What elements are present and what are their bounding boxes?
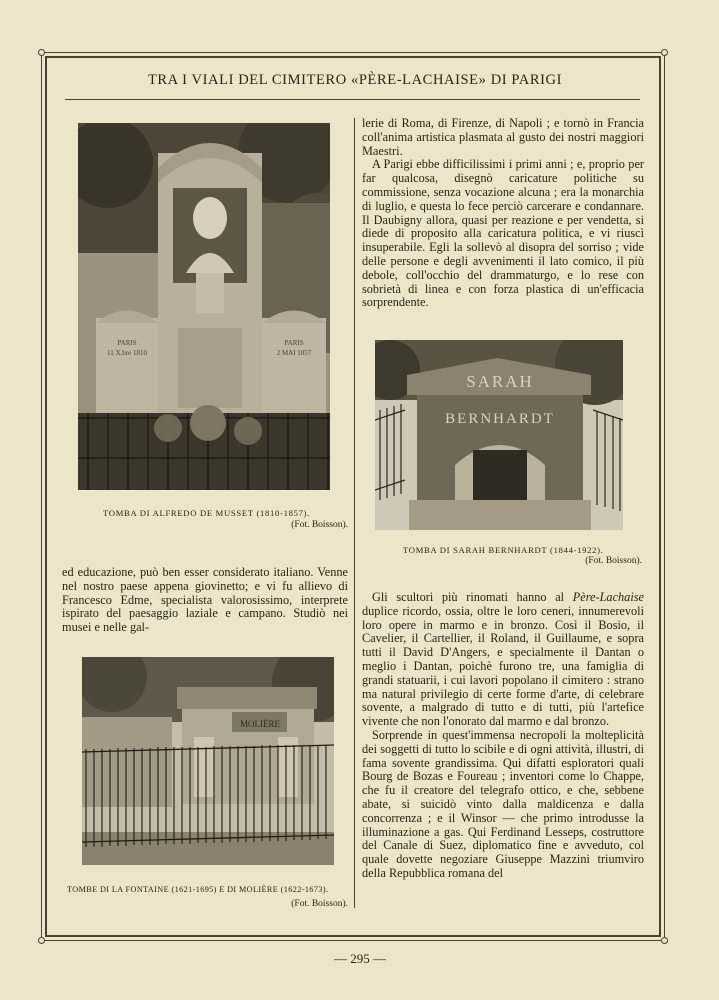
page-number: — 295 —: [334, 951, 386, 966]
paragraph: A Parigi ebbe difficilissimi i primi anni ; e, proprio per far qualcosa, disegnò caricature politiche su commissione, senza vocazione alcuna ; era la monarchia di luglio, e questa lo fece perciò carcerare e condannare. Il Daubigny allora, quasi per reazione e per vendetta, si diede di proposito alla caricatura politica, e vi riuscì insuperabile. Egli la sollevò al disopra del sorriso ; vide delle persone e degli avvenimenti il lato comico, il più debole, coll'occhio del drammaturgo, e lo rese con sobrietà di linea e con forza plastica di un'efficacia sorprendente.: [362, 157, 644, 310]
caption-bernhardt: TOMBA DI SARAH BERNHARDT (1844-1922).: [403, 545, 604, 555]
svg-text:BERNHARDT: BERNHARDT: [445, 411, 555, 427]
caption-musset: TOMBA DI ALFREDO DE MUSSET (1810-1857).: [103, 508, 310, 518]
credit-bernhardt: (Fot. Boisson).: [585, 556, 642, 566]
svg-text:MOLIÈRE: MOLIÈRE: [240, 719, 280, 729]
credit-musset: (Fot. Boisson).: [291, 520, 348, 530]
credit-fontaine-moliere: (Fot. Boisson).: [291, 899, 348, 909]
paragraph: Gli scultori più rinomati hanno al Père-Lachaise duplice ricordo, ossia, oltre le loro ceneri, innumerevoli loro opere in marmo e in bronzo. Così il Bosio, il Cavelier, il Cartellier, il Roland, il Guillaume, e sopra tutti il David D'Angers, e specialmente il Dantan o meglio i Dantan, poichè furono tre, una famiglia di grandi statuarii, i cui lavori popolano il cimitero : strano ma natural privilegio di certe forme d'arte, di celebrare sovente, a malgrado di tutto e di tutti, più l'artefice vivente che non l'onorato dal marmo e dal bronzo.: [362, 590, 644, 729]
header-rule: [65, 99, 640, 100]
photo-bernhardt-tomb: [375, 340, 623, 530]
column-divider: [354, 118, 355, 908]
text-right-bottom: [362, 591, 644, 881]
photo-fontaine-moliere-tombs: [82, 657, 334, 865]
paragraph: lerie di Roma, di Firenze, di Napoli ; e tornò in Francia coll'anima artistica plasmata al gusto dei nostri maggiori Maestri.: [362, 116, 644, 158]
caption-fontaine-moliere: TOMBE DI LA FONTAINE (1621-1695) E DI MOLIÈRE (1622-1673).: [67, 885, 329, 894]
border-corner-ornament: [661, 49, 668, 56]
border-corner-ornament: [661, 937, 668, 944]
paragraph: Sorprende in quest'immensa necropoli la molteplicità dei soggetti di tutto lo scibile e di ogni attività, illustri, di fama sovente grandissima. Qui difatti esploratori quali Bourg de Bozas e Foureau ; inventori come lo Chappe, che fu il creatore del telegrafo ottico, e che, sebbene abate, si suicidò vinto dalla maldicenza e dalla concorrenza ; e il Winsor — che primo introdusse la illuminazione a gas. Qui Ferdinand Lesseps, costruttore del Canale di Suez, diplomatico fine e avveduto, col quale dovette negoziare Giuseppe Mazzini triumviro della Repubblica romana del: [362, 727, 644, 880]
svg-text:PARIS: PARIS: [284, 339, 304, 347]
svg-text:2 MAI 1857: 2 MAI 1857: [276, 349, 312, 357]
emphasis: Père-Lachaise: [572, 590, 644, 604]
running-header: TRA I VIALI DEL CIMITERO «PÈRE-LACHAISE» DI PARIGI: [147, 72, 563, 88]
text-left-middle: [62, 566, 348, 635]
paragraph: ed educazione, può ben esser considerato italiano. Venne nel nostro paese appena giovinetto; e vi fu allievo di Francesco Edme, specialista valorosissimo, interprete ispirato del paesaggio laziale e campano. Studiò nei musei e nelle gal-: [62, 565, 348, 635]
svg-text:PARIS: PARIS: [117, 339, 137, 347]
photo-musset-tomb: [78, 123, 330, 490]
border-corner-ornament: [38, 49, 45, 56]
border-corner-ornament: [38, 937, 45, 944]
svg-text:SARAH: SARAH: [466, 372, 534, 391]
text-right-top: [362, 117, 644, 310]
svg-text:11 X.bre 1810: 11 X.bre 1810: [107, 349, 147, 357]
